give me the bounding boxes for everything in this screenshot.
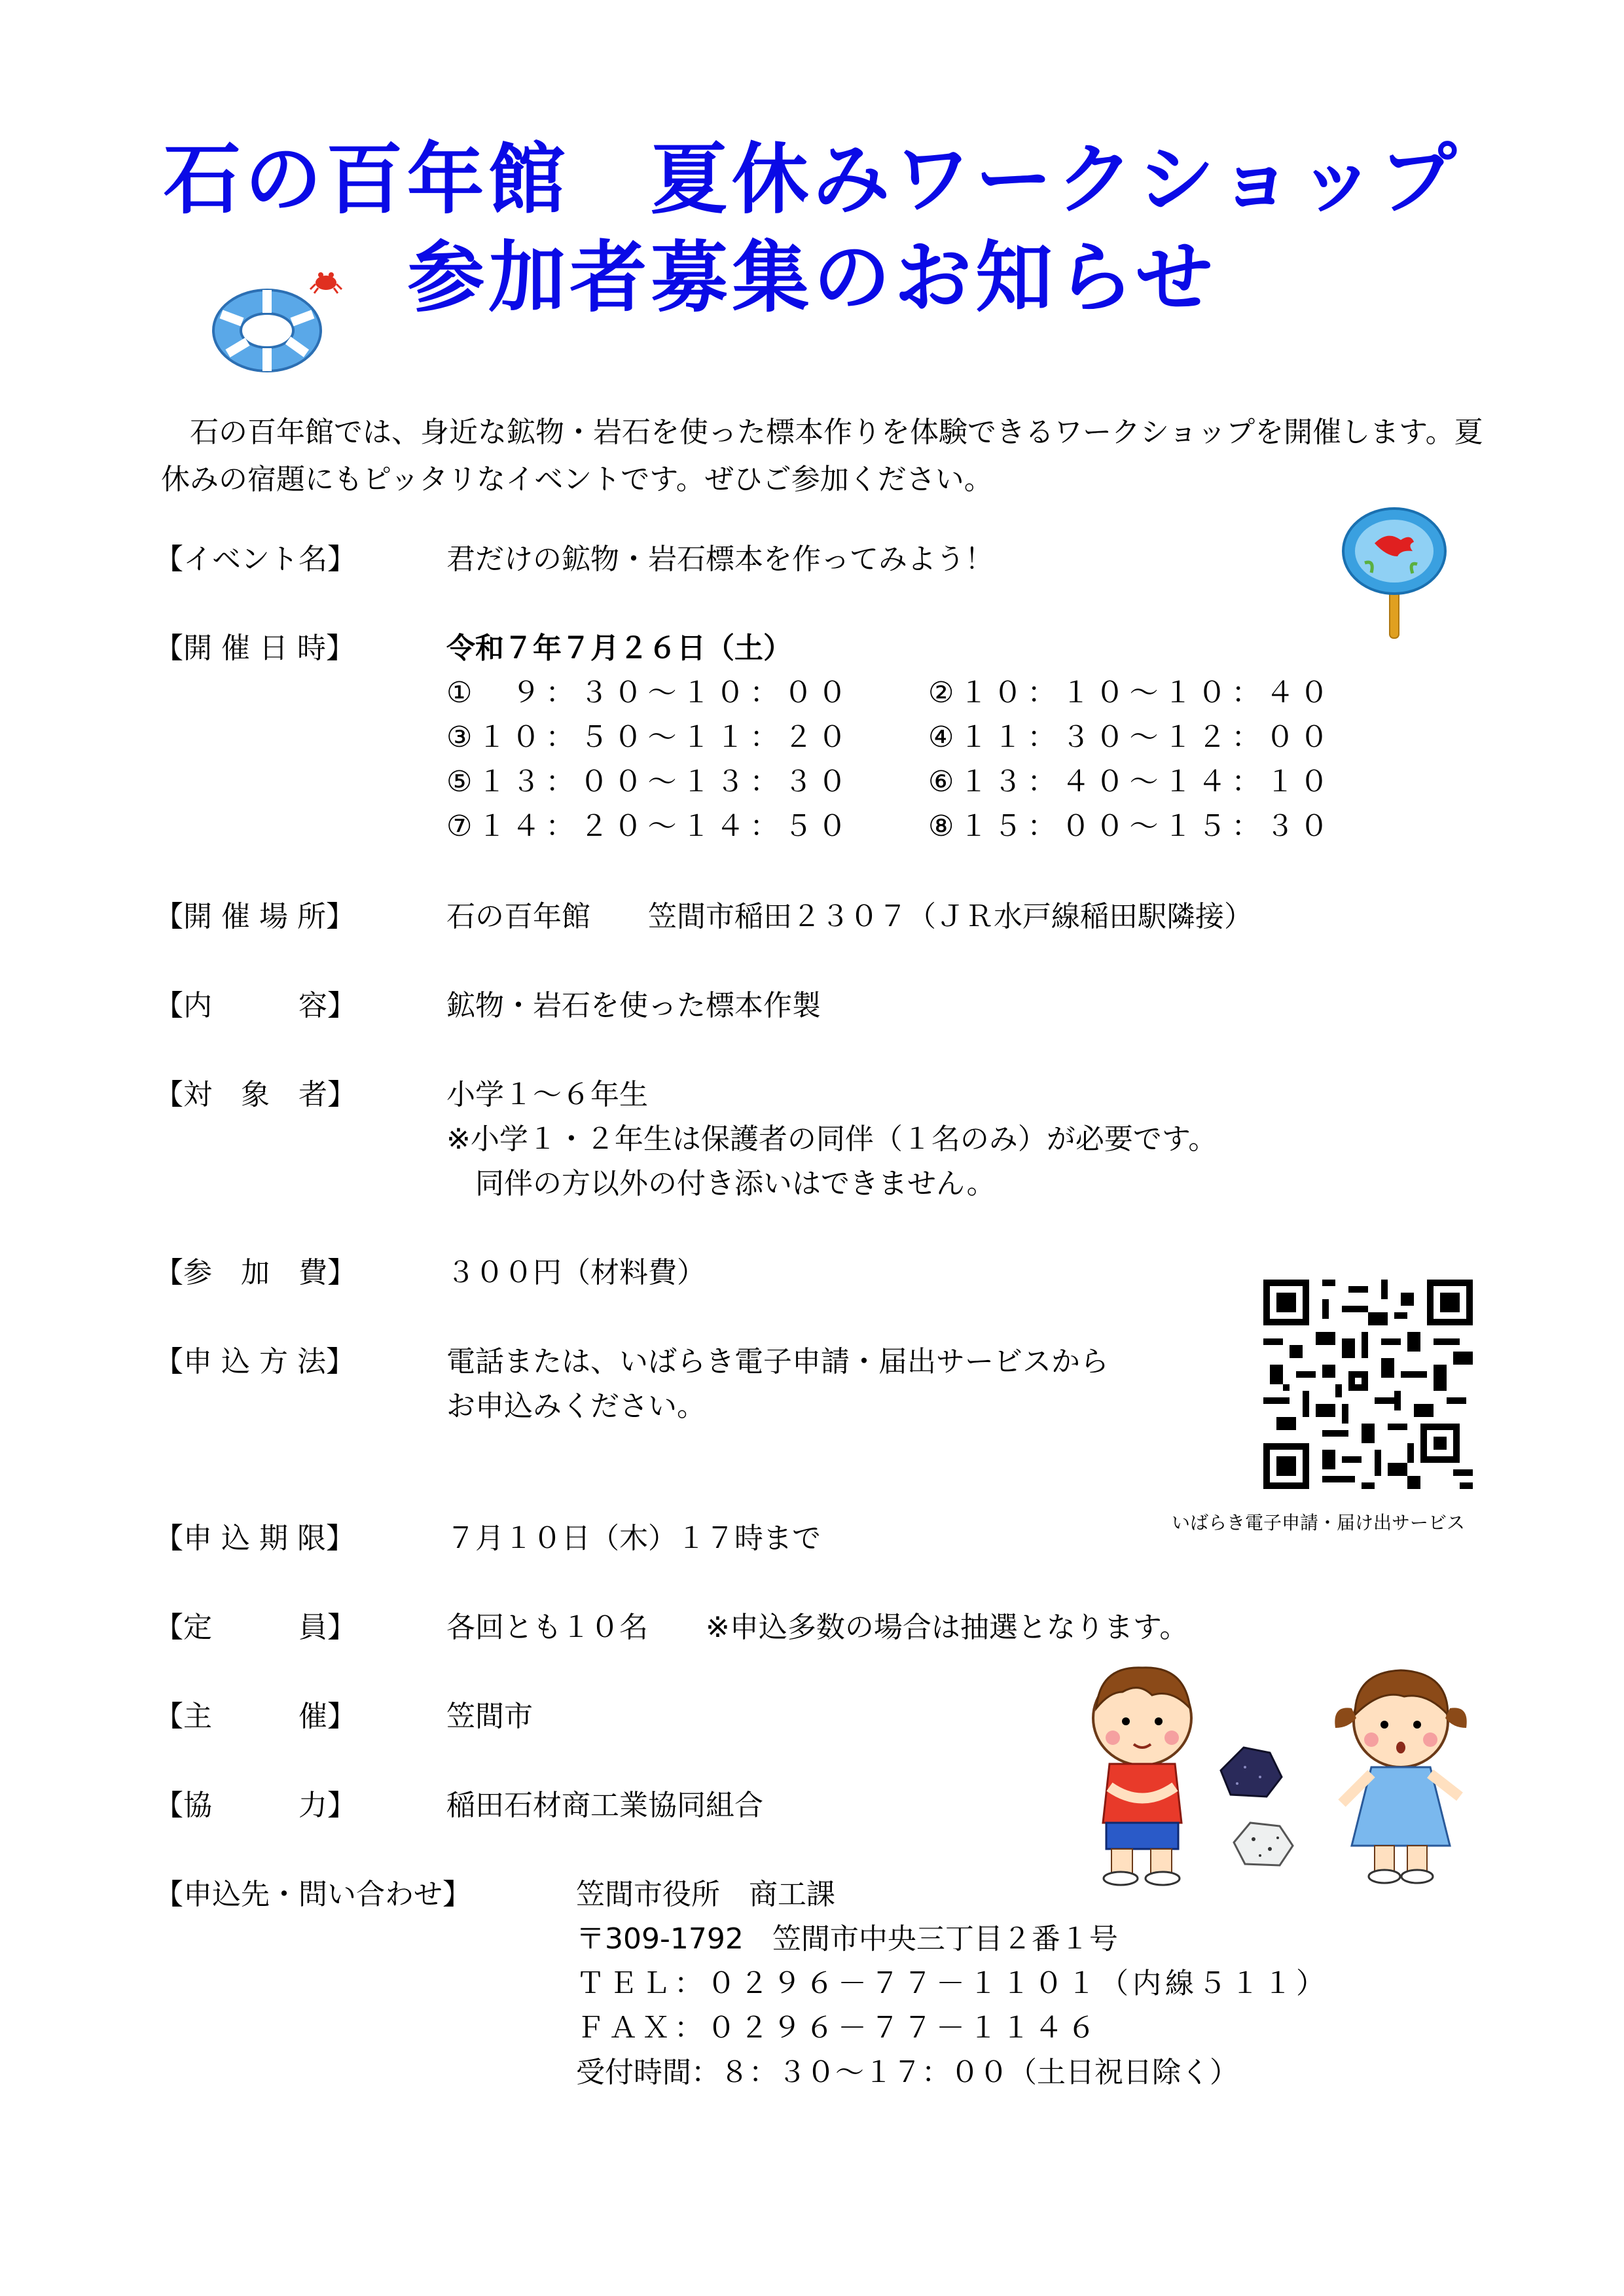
deadline-value: ７月１０日（木）１７時まで — [446, 1522, 821, 1555]
intro-paragraph: 石の百年館では、身近な鉱物・岩石を使った標本作りを体験できるワークショップを開催します。夏休みの宿題にもピッタリなイベントです。ぜひご参加ください。 — [161, 416, 1483, 496]
venue-label: 【開 催 場 所】 — [154, 900, 355, 933]
event-value: 君だけの鉱物・岩石標本を作ってみよう！ — [446, 543, 994, 576]
time-slot: ④１１：３０～１２：００ — [928, 721, 1334, 754]
datetime-label: 【開 催 日 時】 — [154, 632, 355, 665]
time-slot: ⑦１４：２０～１４：５０ — [446, 810, 852, 843]
contact-tel: ＴＥＬ：０２９６－７７－１１０１（内線５１１） — [576, 1967, 1329, 2000]
cooperation-value: 稲田石材商工業協同組合 — [446, 1789, 763, 1822]
contact-line2: 〒309-1792 笠間市中央三丁目２番１号 — [576, 1922, 1118, 1956]
fee-value: ３００円（材料費） — [446, 1256, 706, 1289]
time-slot: ②１０：１０～１０：４０ — [928, 676, 1334, 709]
boy-icon — [1093, 1668, 1191, 1885]
content-value: 鉱物・岩石を使った標本作製 — [446, 989, 821, 1022]
girl-icon — [1335, 1670, 1466, 1883]
deadline-label: 【申 込 期 限】 — [154, 1522, 355, 1555]
organizer-label: 【主 催】 — [154, 1700, 356, 1733]
qr-code[interactable] — [1263, 1280, 1473, 1489]
crab-icon — [310, 272, 342, 293]
target-line2: ※小学１・２年生は保護者の同伴（１名のみ）が必要です。 — [446, 1122, 1218, 1156]
method-line2: お申込みください。 — [446, 1390, 706, 1423]
target-label: 【対 象 者】 — [154, 1078, 356, 1111]
capacity-value: 各回とも１０名 ※申込多数の場合は抽選となります。 — [446, 1611, 1189, 1644]
content-label: 【内 容】 — [154, 989, 356, 1022]
datetime-date: 令和７年７月２６日（土） — [446, 632, 792, 665]
dark-rock-icon — [1221, 1748, 1282, 1797]
fee-label: 【参 加 費】 — [154, 1256, 356, 1289]
organizer-value: 笠間市 — [446, 1700, 533, 1733]
swim-ring-illustration — [208, 268, 352, 380]
venue-value: 石の百年館 笠間市稲田２３０７（ＪＲ水戸線稲田駅隣接） — [446, 900, 1253, 933]
contact-hours: 受付時間：８：３０～１７：００（土日祝日除く） — [576, 2056, 1238, 2089]
capacity-label: 【定 員】 — [154, 1611, 356, 1644]
qr-caption: いばらき電子申請・届け出サービス — [1172, 1512, 1466, 1534]
method-line1: 電話または、いばらき電子申請・届出サービスから — [446, 1345, 1109, 1378]
uchiwa-fan-illustration — [1335, 504, 1453, 641]
event-label: 【イベント名】 — [154, 543, 356, 576]
cooperation-label: 【協 力】 — [154, 1789, 356, 1822]
target-line1: 小学１～６年生 — [446, 1078, 648, 1111]
page-title-line2: 参加者募集のお知らせ — [407, 232, 1217, 323]
time-slot: ⑧１５：００～１５：３０ — [928, 810, 1334, 843]
granite-rock-icon — [1234, 1823, 1293, 1865]
target-line3: 同伴の方以外の付き添いはできません。 — [446, 1167, 996, 1200]
page-title-line1: 石の百年館 夏休みワークショップ — [163, 134, 1461, 224]
children-rocks-illustration — [1074, 1656, 1492, 1892]
contact-fax: ＦＡＸ：０２９６－７７－１１４６ — [576, 2011, 1100, 2045]
method-label: 【申 込 方 法】 — [154, 1345, 355, 1378]
time-slot: ① ９：３０～１０：００ — [446, 676, 852, 709]
contact-line1: 笠間市役所 商工課 — [576, 1878, 835, 1911]
time-slot: ⑥１３：４０～１４：１０ — [928, 765, 1334, 798]
time-slot: ⑤１３：００～１３：３０ — [446, 765, 852, 798]
contact-label: 【申込先・問い合わせ】 — [154, 1878, 471, 1911]
time-slot: ③１０：５０～１１：２０ — [446, 721, 852, 754]
